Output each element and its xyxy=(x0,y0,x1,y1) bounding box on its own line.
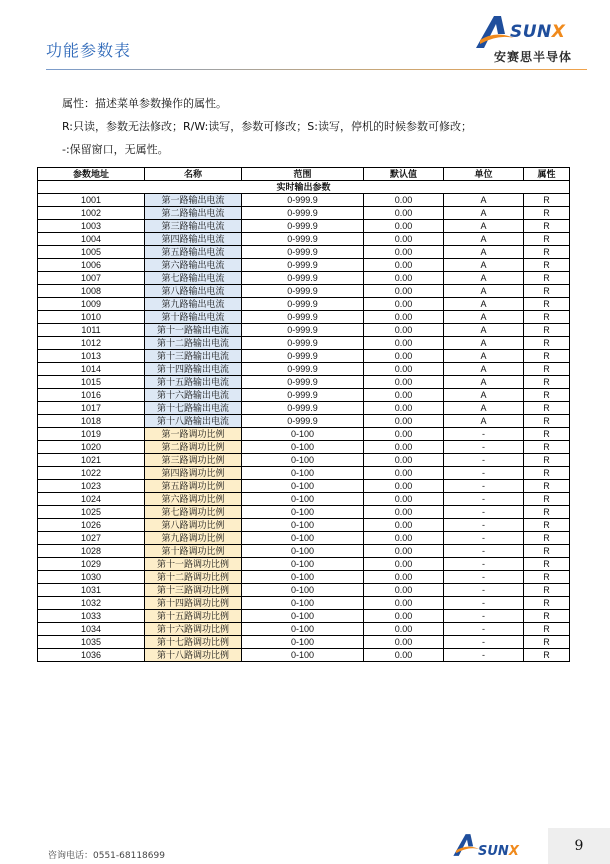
param-address: 1025 xyxy=(38,506,145,519)
table-row xyxy=(38,649,570,662)
table-row xyxy=(38,376,570,389)
param-address: 1013 xyxy=(38,350,145,363)
param-attribute: R xyxy=(524,480,570,493)
param-address: 1011 xyxy=(38,324,145,337)
param-name: 第十六路输出电流 xyxy=(145,389,242,402)
param-default: 0.00 xyxy=(364,584,444,597)
param-default: 0.00 xyxy=(364,532,444,545)
param-unit: A xyxy=(444,285,524,298)
param-attribute: R xyxy=(524,454,570,467)
table-row xyxy=(38,480,570,493)
param-attribute: R xyxy=(524,324,570,337)
attribute-notes xyxy=(62,92,472,161)
table-row xyxy=(38,519,570,532)
param-attribute: R xyxy=(524,220,570,233)
param-address: 1034 xyxy=(38,623,145,636)
table-row xyxy=(38,233,570,246)
brand-logo xyxy=(474,14,584,66)
table-header-row xyxy=(38,168,570,181)
param-range: 0-999.9 xyxy=(242,246,364,259)
param-attribute: R xyxy=(524,584,570,597)
param-attribute: R xyxy=(524,402,570,415)
param-name: 第十二路输出电流 xyxy=(145,337,242,350)
table-row xyxy=(38,545,570,558)
param-name: 第九路调功比例 xyxy=(145,532,242,545)
param-default: 0.00 xyxy=(364,545,444,558)
table-row xyxy=(38,272,570,285)
param-range: 0-100 xyxy=(242,636,364,649)
param-unit: A xyxy=(444,337,524,350)
param-unit: - xyxy=(444,428,524,441)
param-unit: A xyxy=(444,298,524,311)
header-divider xyxy=(46,69,587,70)
param-unit: A xyxy=(444,259,524,272)
param-address: 1018 xyxy=(38,415,145,428)
header-default: 默认值 xyxy=(364,168,444,181)
param-name: 第十五路调功比例 xyxy=(145,610,242,623)
param-name: 第十八路输出电流 xyxy=(145,415,242,428)
table-row xyxy=(38,350,570,363)
param-range: 0-100 xyxy=(242,545,364,558)
param-range: 0-100 xyxy=(242,532,364,545)
param-name: 第四路输出电流 xyxy=(145,233,242,246)
param-attribute: R xyxy=(524,545,570,558)
param-attribute: R xyxy=(524,597,570,610)
param-attribute: R xyxy=(524,363,570,376)
param-name: 第三路输出电流 xyxy=(145,220,242,233)
param-default: 0.00 xyxy=(364,389,444,402)
param-unit: - xyxy=(444,571,524,584)
param-attribute: R xyxy=(524,558,570,571)
param-default: 0.00 xyxy=(364,519,444,532)
param-attribute: R xyxy=(524,571,570,584)
param-attribute: R xyxy=(524,506,570,519)
param-default: 0.00 xyxy=(364,207,444,220)
param-unit: A xyxy=(444,246,524,259)
section-row xyxy=(38,181,570,194)
param-attribute: R xyxy=(524,194,570,207)
param-range: 0-100 xyxy=(242,571,364,584)
param-name: 第十四路调功比例 xyxy=(145,597,242,610)
table-row xyxy=(38,506,570,519)
param-name: 第十一路调功比例 xyxy=(145,558,242,571)
param-range: 0-100 xyxy=(242,623,364,636)
param-attribute: R xyxy=(524,207,570,220)
param-range: 0-100 xyxy=(242,610,364,623)
param-attribute: R xyxy=(524,610,570,623)
param-attribute: R xyxy=(524,415,570,428)
param-unit: - xyxy=(444,467,524,480)
param-unit: A xyxy=(444,207,524,220)
logo-subtitle: 安赛思半导体 xyxy=(494,50,573,64)
header-address: 参数地址 xyxy=(38,168,145,181)
param-unit: A xyxy=(444,376,524,389)
table-row xyxy=(38,389,570,402)
param-attribute: R xyxy=(524,233,570,246)
table-row xyxy=(38,259,570,272)
param-default: 0.00 xyxy=(364,337,444,350)
param-default: 0.00 xyxy=(364,558,444,571)
param-unit: - xyxy=(444,584,524,597)
param-unit: - xyxy=(444,480,524,493)
param-name: 第十八路调功比例 xyxy=(145,649,242,662)
logo-word-x: X xyxy=(551,22,566,42)
param-default: 0.00 xyxy=(364,623,444,636)
footer-logo xyxy=(452,832,532,862)
parameter-rows xyxy=(38,194,570,662)
param-default: 0.00 xyxy=(364,571,444,584)
param-address: 1024 xyxy=(38,493,145,506)
param-default: 0.00 xyxy=(364,441,444,454)
param-unit: A xyxy=(444,389,524,402)
param-range: 0-999.9 xyxy=(242,337,364,350)
param-unit: A xyxy=(444,363,524,376)
param-range: 0-999.9 xyxy=(242,233,364,246)
param-address: 1021 xyxy=(38,454,145,467)
param-default: 0.00 xyxy=(364,506,444,519)
param-name: 第一路输出电流 xyxy=(145,194,242,207)
param-attribute: R xyxy=(524,350,570,363)
param-name: 第十路调功比例 xyxy=(145,545,242,558)
param-default: 0.00 xyxy=(364,480,444,493)
param-attribute: R xyxy=(524,623,570,636)
header-attribute: 属性 xyxy=(524,168,570,181)
table-row xyxy=(38,454,570,467)
param-address: 1016 xyxy=(38,389,145,402)
param-name: 第七路调功比例 xyxy=(145,506,242,519)
param-default: 0.00 xyxy=(364,454,444,467)
param-default: 0.00 xyxy=(364,610,444,623)
param-address: 1012 xyxy=(38,337,145,350)
param-address: 1006 xyxy=(38,259,145,272)
logo-word-main: SUN xyxy=(510,22,552,42)
param-name: 第十二路调功比例 xyxy=(145,571,242,584)
param-name: 第九路输出电流 xyxy=(145,298,242,311)
param-address: 1023 xyxy=(38,480,145,493)
param-unit: - xyxy=(444,519,524,532)
table-row xyxy=(38,415,570,428)
param-default: 0.00 xyxy=(364,636,444,649)
param-address: 1007 xyxy=(38,272,145,285)
param-address: 1003 xyxy=(38,220,145,233)
table-row xyxy=(38,324,570,337)
param-attribute: R xyxy=(524,636,570,649)
param-range: 0-999.9 xyxy=(242,376,364,389)
param-attribute: R xyxy=(524,428,570,441)
param-unit: A xyxy=(444,194,524,207)
param-unit: - xyxy=(444,623,524,636)
param-address: 1009 xyxy=(38,298,145,311)
param-address: 1010 xyxy=(38,311,145,324)
param-unit: A xyxy=(444,415,524,428)
param-unit: A xyxy=(444,324,524,337)
table-row xyxy=(38,246,570,259)
param-name: 第十三路输出电流 xyxy=(145,350,242,363)
param-default: 0.00 xyxy=(364,428,444,441)
param-name: 第一路调功比例 xyxy=(145,428,242,441)
param-address: 1027 xyxy=(38,532,145,545)
param-default: 0.00 xyxy=(364,272,444,285)
param-attribute: R xyxy=(524,389,570,402)
param-range: 0-100 xyxy=(242,441,364,454)
param-address: 1030 xyxy=(38,571,145,584)
param-address: 1014 xyxy=(38,363,145,376)
param-default: 0.00 xyxy=(364,233,444,246)
param-name: 第六路输出电流 xyxy=(145,259,242,272)
param-range: 0-999.9 xyxy=(242,259,364,272)
param-unit: - xyxy=(444,558,524,571)
param-range: 0-999.9 xyxy=(242,272,364,285)
param-address: 1020 xyxy=(38,441,145,454)
param-name: 第十三路调功比例 xyxy=(145,584,242,597)
param-default: 0.00 xyxy=(364,194,444,207)
footer-logo-wordmark xyxy=(478,844,519,859)
param-range: 0-999.9 xyxy=(242,207,364,220)
page-title: 功能参数表 xyxy=(46,41,132,60)
table-row xyxy=(38,597,570,610)
param-address: 1033 xyxy=(38,610,145,623)
param-unit: A xyxy=(444,272,524,285)
logo-wordmark xyxy=(510,22,565,42)
param-address: 1008 xyxy=(38,285,145,298)
footer-phone: 咨询电话：0551-68118699 xyxy=(48,851,165,861)
param-attribute: R xyxy=(524,259,570,272)
param-default: 0.00 xyxy=(364,246,444,259)
param-default: 0.00 xyxy=(364,298,444,311)
footer-logo-word-main: SUN xyxy=(478,844,509,859)
parameter-table xyxy=(37,167,570,662)
param-name: 第七路输出电流 xyxy=(145,272,242,285)
param-range: 0-100 xyxy=(242,649,364,662)
param-name: 第五路调功比例 xyxy=(145,480,242,493)
param-range: 0-100 xyxy=(242,558,364,571)
param-address: 1017 xyxy=(38,402,145,415)
table-row xyxy=(38,220,570,233)
param-name: 第五路输出电流 xyxy=(145,246,242,259)
param-unit: - xyxy=(444,636,524,649)
param-address: 1001 xyxy=(38,194,145,207)
param-range: 0-999.9 xyxy=(242,363,364,376)
param-range: 0-100 xyxy=(242,597,364,610)
param-attribute: R xyxy=(524,519,570,532)
param-default: 0.00 xyxy=(364,493,444,506)
param-unit: A xyxy=(444,350,524,363)
param-unit: - xyxy=(444,610,524,623)
table-row xyxy=(38,337,570,350)
param-attribute: R xyxy=(524,311,570,324)
param-address: 1028 xyxy=(38,545,145,558)
param-address: 1029 xyxy=(38,558,145,571)
header-name: 名称 xyxy=(145,168,242,181)
table-row xyxy=(38,584,570,597)
header-range: 范围 xyxy=(242,168,364,181)
param-range: 0-999.9 xyxy=(242,415,364,428)
param-unit: - xyxy=(444,441,524,454)
param-unit: - xyxy=(444,597,524,610)
param-address: 1032 xyxy=(38,597,145,610)
table-row xyxy=(38,298,570,311)
param-name: 第十七路调功比例 xyxy=(145,636,242,649)
param-attribute: R xyxy=(524,337,570,350)
param-address: 1015 xyxy=(38,376,145,389)
param-name: 第八路输出电流 xyxy=(145,285,242,298)
table-row xyxy=(38,610,570,623)
param-address: 1035 xyxy=(38,636,145,649)
param-default: 0.00 xyxy=(364,363,444,376)
param-default: 0.00 xyxy=(364,597,444,610)
param-address: 1031 xyxy=(38,584,145,597)
param-name: 第四路调功比例 xyxy=(145,467,242,480)
table-row xyxy=(38,285,570,298)
param-name: 第十一路输出电流 xyxy=(145,324,242,337)
param-default: 0.00 xyxy=(364,259,444,272)
param-range: 0-999.9 xyxy=(242,402,364,415)
section-title: 实时输出参数 xyxy=(38,181,570,194)
param-unit: - xyxy=(444,545,524,558)
table-row xyxy=(38,467,570,480)
page-number: 9 xyxy=(548,828,610,864)
param-address: 1019 xyxy=(38,428,145,441)
param-range: 0-100 xyxy=(242,584,364,597)
param-range: 0-100 xyxy=(242,467,364,480)
param-attribute: R xyxy=(524,246,570,259)
param-range: 0-999.9 xyxy=(242,389,364,402)
param-name: 第十五路输出电流 xyxy=(145,376,242,389)
param-address: 1026 xyxy=(38,519,145,532)
param-default: 0.00 xyxy=(364,311,444,324)
param-attribute: R xyxy=(524,441,570,454)
param-default: 0.00 xyxy=(364,324,444,337)
param-unit: - xyxy=(444,532,524,545)
param-unit: - xyxy=(444,454,524,467)
param-unit: - xyxy=(444,493,524,506)
param-unit: A xyxy=(444,220,524,233)
param-attribute: R xyxy=(524,493,570,506)
param-default: 0.00 xyxy=(364,415,444,428)
param-range: 0-999.9 xyxy=(242,311,364,324)
param-unit: - xyxy=(444,506,524,519)
param-range: 0-999.9 xyxy=(242,220,364,233)
param-address: 1004 xyxy=(38,233,145,246)
param-default: 0.00 xyxy=(364,649,444,662)
param-address: 1005 xyxy=(38,246,145,259)
param-attribute: R xyxy=(524,298,570,311)
param-default: 0.00 xyxy=(364,402,444,415)
table-row xyxy=(38,441,570,454)
param-range: 0-100 xyxy=(242,480,364,493)
param-default: 0.00 xyxy=(364,467,444,480)
param-default: 0.00 xyxy=(364,376,444,389)
param-range: 0-999.9 xyxy=(242,350,364,363)
table-row xyxy=(38,493,570,506)
table-row xyxy=(38,363,570,376)
table-row xyxy=(38,532,570,545)
param-attribute: R xyxy=(524,272,570,285)
param-name: 第二路调功比例 xyxy=(145,441,242,454)
param-range: 0-999.9 xyxy=(242,285,364,298)
table-row xyxy=(38,207,570,220)
param-address: 1036 xyxy=(38,649,145,662)
param-default: 0.00 xyxy=(364,285,444,298)
param-unit: A xyxy=(444,233,524,246)
table-row xyxy=(38,623,570,636)
param-default: 0.00 xyxy=(364,350,444,363)
table-row xyxy=(38,311,570,324)
param-range: 0-999.9 xyxy=(242,298,364,311)
param-name: 第二路输出电流 xyxy=(145,207,242,220)
param-address: 1022 xyxy=(38,467,145,480)
param-range: 0-100 xyxy=(242,506,364,519)
param-range: 0-100 xyxy=(242,428,364,441)
note-line: -:保留窗口，无属性。 xyxy=(62,143,169,156)
param-name: 第十路输出电流 xyxy=(145,311,242,324)
param-name: 第三路调功比例 xyxy=(145,454,242,467)
param-name: 第十七路输出电流 xyxy=(145,402,242,415)
param-range: 0-100 xyxy=(242,493,364,506)
param-range: 0-999.9 xyxy=(242,324,364,337)
param-attribute: R xyxy=(524,285,570,298)
param-name: 第六路调功比例 xyxy=(145,493,242,506)
param-attribute: R xyxy=(524,467,570,480)
param-range: 0-100 xyxy=(242,519,364,532)
param-unit: A xyxy=(444,311,524,324)
param-unit: - xyxy=(444,649,524,662)
param-name: 第十四路输出电流 xyxy=(145,363,242,376)
note-line: R:只读，参数无法修改；R/W:读写，参数可修改；S:读写，停机的时候参数可修改； xyxy=(62,120,472,133)
param-default: 0.00 xyxy=(364,220,444,233)
param-address: 1002 xyxy=(38,207,145,220)
param-unit: A xyxy=(444,402,524,415)
param-attribute: R xyxy=(524,649,570,662)
param-attribute: R xyxy=(524,376,570,389)
param-name: 第十六路调功比例 xyxy=(145,623,242,636)
param-attribute: R xyxy=(524,532,570,545)
header-unit: 单位 xyxy=(444,168,524,181)
table-row xyxy=(38,194,570,207)
table-row xyxy=(38,558,570,571)
table-row xyxy=(38,571,570,584)
table-row xyxy=(38,636,570,649)
table-row xyxy=(38,428,570,441)
param-range: 0-999.9 xyxy=(242,194,364,207)
param-range: 0-100 xyxy=(242,454,364,467)
note-line: 属性：描述菜单参数操作的属性。 xyxy=(62,97,227,110)
table-row xyxy=(38,402,570,415)
footer-logo-word-x: X xyxy=(508,844,519,859)
param-name: 第八路调功比例 xyxy=(145,519,242,532)
